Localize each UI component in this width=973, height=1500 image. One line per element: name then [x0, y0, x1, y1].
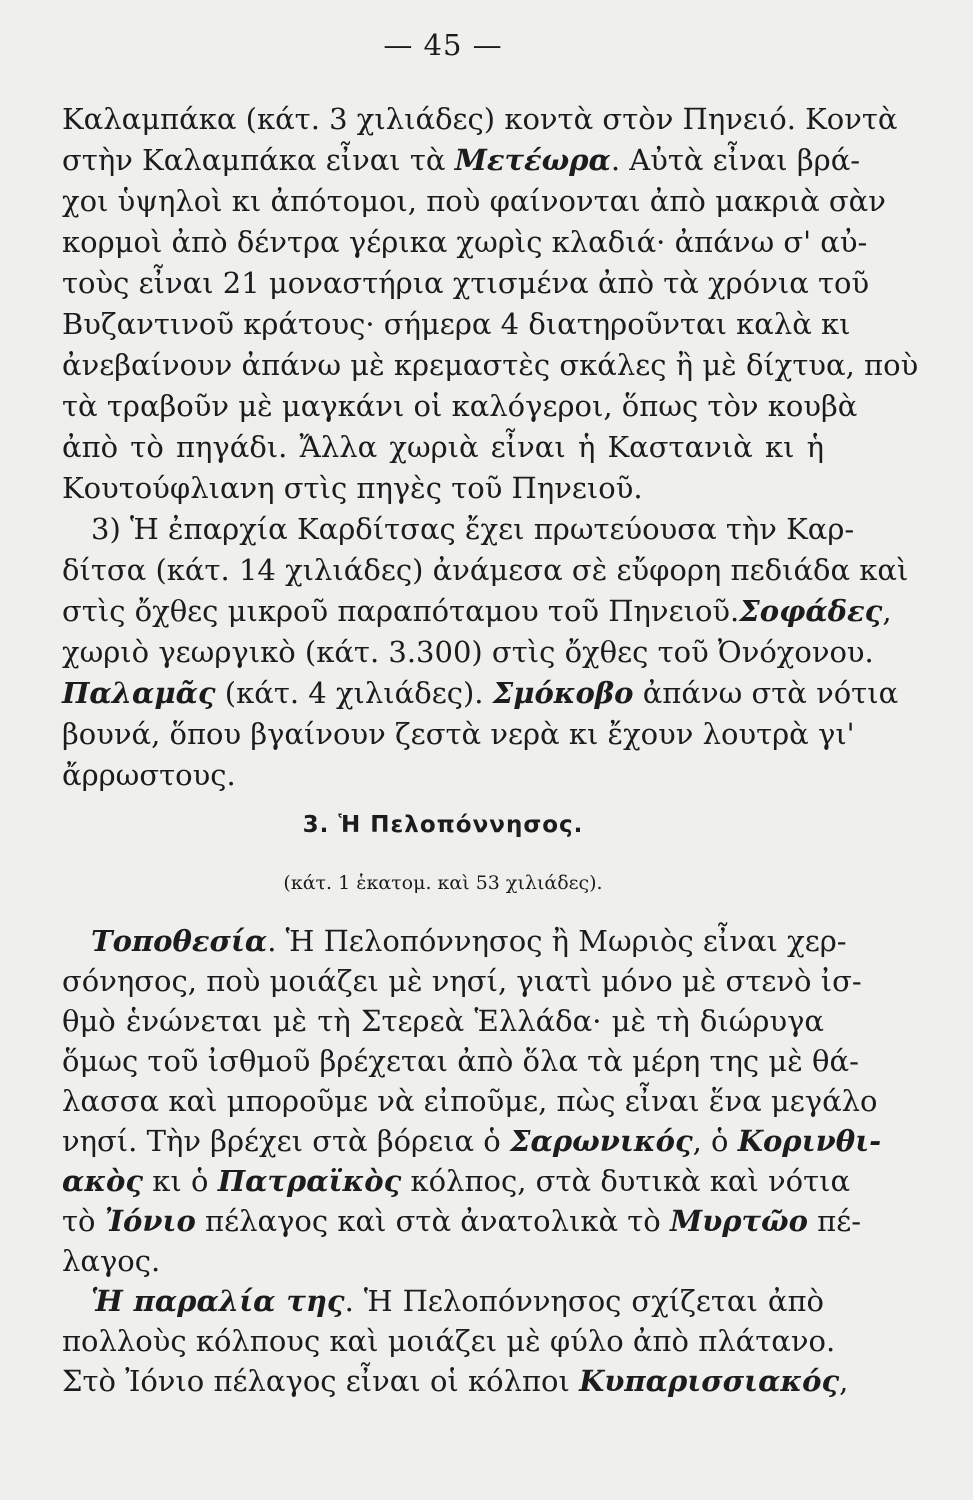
- line-text: στὶς ὄχθες μικροῦ παραπόταμου τοῦ Πηνειοῦ.: [62, 594, 740, 628]
- emphasis-text: Κορινθι-: [737, 1124, 882, 1158]
- text-line: [62, 426, 824, 468]
- line-text: δίτσα (κάτ. 14 χιλιάδες) ἀνάμεσα σὲ εὔφορη πεδιάδα καὶ: [62, 553, 909, 587]
- text-line: [62, 549, 909, 591]
- emphasis-text: Μυρτῶο: [669, 1204, 808, 1238]
- text-line: [62, 1080, 878, 1122]
- text-line: [62, 713, 855, 755]
- emphasis-text: Ἡ παραλία της: [91, 1284, 345, 1318]
- section-heading: 3. Ἡ Πελοπόννησος.: [302, 812, 584, 838]
- emphasis-text: Μετέωρα: [454, 143, 611, 177]
- line-text: ὅμως τοῦ ἰσθμοῦ βρέχεται ἀπὸ ὅλα τὰ μέρη της μὲ θά-: [62, 1044, 859, 1078]
- text-line: [62, 467, 824, 509]
- text-line: [62, 960, 862, 1002]
- line-text: πέλαγος καὶ στὰ ἀνατολικὰ τὸ: [195, 1204, 670, 1238]
- line-text: ἀπὸ τὸ πηγάδι. Ἄλλα χωριὰ εἶναι ἡ Καστανιὰ κι ἡ: [62, 430, 824, 464]
- line-text: πέ-: [807, 1204, 862, 1238]
- line-text: λαγος.: [62, 1244, 161, 1278]
- text-line: [62, 590, 892, 632]
- emphasis-text: ακὸς: [62, 1164, 144, 1198]
- line-text: [62, 924, 91, 958]
- text-line: [62, 262, 870, 304]
- line-text: νησί. Τὴν βρέχει στὰ βόρεια ὁ: [62, 1124, 510, 1158]
- line-text: [62, 1284, 91, 1318]
- text-line: [62, 221, 868, 263]
- line-text: . Ἡ Πελοπόννησος σχίζεται ἀπὸ: [344, 1284, 824, 1318]
- line-text: . Ἡ Πελοπόννησος ἢ Μωριὸς εἶναι χερ-: [267, 924, 847, 958]
- emphasis-text: Πατραϊκὸς: [217, 1164, 402, 1198]
- text-line: [62, 1360, 849, 1402]
- page-number: — 45 —: [383, 28, 503, 62]
- line-text: κι ὁ: [143, 1164, 218, 1198]
- text-line: [62, 139, 861, 181]
- line-text: κόλπος, στὰ δυτικὰ καὶ νότια: [401, 1164, 851, 1198]
- line-text: τὸ: [62, 1204, 105, 1238]
- line-text: πολλοὺς κόλπους καὶ μοιάζει μὲ φύλο ἀπὸ πλάτανο.: [62, 1324, 836, 1358]
- line-text: θμὸ ἑνώνεται μὲ τὴ Στερεὰ Ἑλλάδα· μὲ τὴ διώρυγα: [62, 1004, 824, 1038]
- text-line: [62, 508, 855, 550]
- text-line: [62, 1000, 824, 1042]
- line-text: ἀπάνω στὰ νότια: [633, 676, 899, 710]
- emphasis-text: Σαρωνικός: [510, 1124, 693, 1158]
- text-line: [62, 672, 899, 714]
- text-line: [62, 1320, 836, 1362]
- emphasis-text: Ἰόνιο: [104, 1204, 196, 1238]
- line-text: 3) Ἡ ἐπαρχία Καρδίτσας ἔχει πρωτεύουσα τὴν Καρ-: [62, 512, 855, 546]
- line-text: στὴν Καλαμπάκα εἶναι τὰ: [62, 143, 455, 177]
- emphasis-text: Παλαμᾶς: [62, 676, 216, 710]
- emphasis-text: Σμόκοβο: [492, 676, 634, 710]
- emphasis-text: Κυπαρισσιακός: [579, 1364, 840, 1398]
- line-text: . Αὐτὰ εἶναι βρά-: [610, 143, 861, 177]
- text-line: [62, 344, 919, 386]
- line-text: , ὁ: [692, 1124, 738, 1158]
- line-text: χωριὸ γεωργικὸ (κάτ. 3.300) στὶς ὄχθες τοῦ Ὀνόχονου.: [62, 635, 874, 669]
- line-text: κορμοὶ ἀπὸ δέντρα γέρικα χωρὶς κλαδιά· ἀπάνω σ' αὐ-: [62, 225, 868, 259]
- text-line: [62, 1280, 824, 1322]
- text-line: [62, 754, 824, 796]
- line-text: βουνά, ὅπου βγαίνουν ζεστὰ νερὰ κι ἔχουν λουτρὰ γι': [62, 717, 855, 751]
- text-line: [62, 1160, 851, 1202]
- line-text: (κάτ. 4 χιλιάδες).: [215, 676, 493, 710]
- line-text: τὰ τραβοῦν μὲ μαγκάνι οἱ καλόγεροι, ὅπως τὸν κουβὰ: [62, 389, 858, 423]
- text-line: [62, 631, 874, 673]
- line-text: σόνησος, ποὺ μοιάζει μὲ νησί, γιατὶ μόνο μὲ στενὸ ἰσ-: [62, 964, 862, 998]
- line-text: ,: [839, 1364, 849, 1398]
- emphasis-text: Τοποθεσία: [91, 924, 268, 958]
- text-line: [62, 1040, 859, 1082]
- line-text: Καλαμπάκα (κάτ. 3 χιλιάδες) κοντὰ στὸν Πηνειό. Κοντὰ: [62, 102, 898, 136]
- line-text: ἄρρωστους.: [62, 758, 236, 792]
- line-text: Στὸ Ἰόνιο πέλαγος εἶναι οἱ κόλποι: [62, 1364, 580, 1398]
- line-text: ,: [882, 594, 892, 628]
- text-line: [62, 385, 858, 427]
- line-text: λασσα καὶ μποροῦμε νὰ εἰποῦμε, πὼς εἶναι ἕνα μεγάλο: [62, 1084, 878, 1118]
- emphasis-text: Σοφάδες: [739, 594, 883, 628]
- line-text: τοὺς εἶναι 21 μοναστήρια χτισμένα ἀπὸ τὰ χρόνια τοῦ: [62, 266, 870, 300]
- text-line: [62, 98, 898, 140]
- text-line: [62, 303, 851, 345]
- line-text: Κουτούφλιανη στὶς πηγὲς τοῦ Πηνειοῦ.: [62, 471, 643, 505]
- line-text: ἀνεβαίνουν ἀπάνω μὲ κρεμαστὲς σκάλες ἢ μὲ δίχτυα, ποὺ: [62, 348, 919, 382]
- text-line: [62, 920, 847, 962]
- line-text: χοι ὑψηλοὶ κι ἀπότομοι, ποὺ φαίνονται ἀπὸ μακριὰ σὰν: [62, 184, 886, 218]
- text-line: [62, 1240, 824, 1282]
- line-text: Βυζαντινοῦ κράτους· σήμερα 4 διατηροῦνται καλὰ κι: [62, 307, 851, 341]
- text-line: [62, 1120, 882, 1162]
- text-line: [62, 1200, 862, 1242]
- text-line: [62, 180, 886, 222]
- section-subheading: (κάτ. 1 ἑκατομ. καὶ 53 χιλιάδες).: [283, 872, 603, 894]
